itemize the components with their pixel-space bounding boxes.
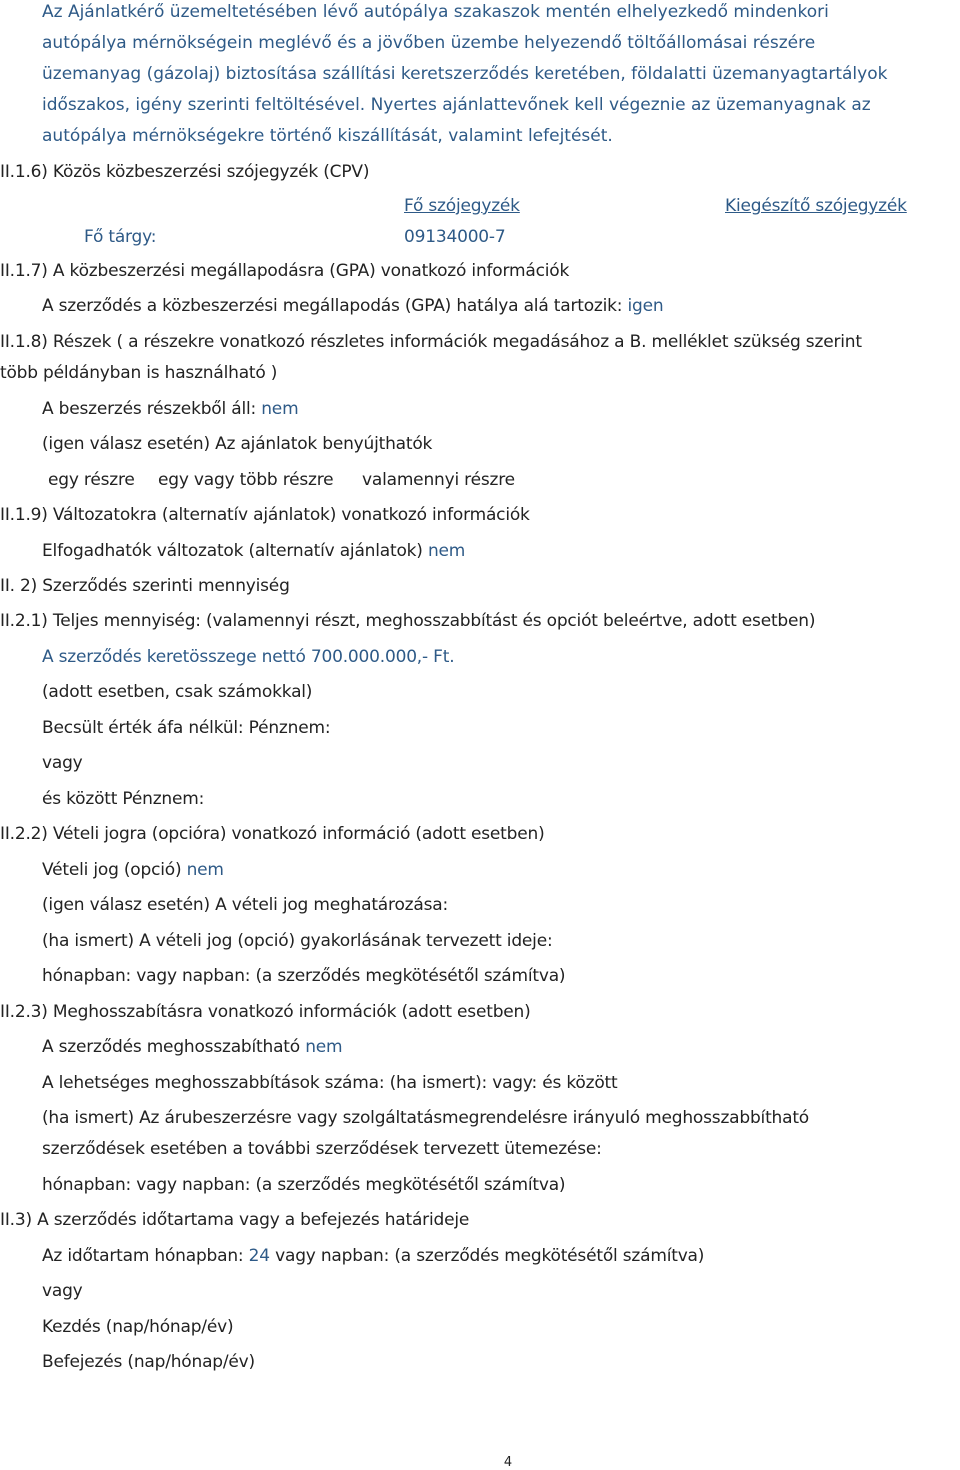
gpa-value: igen [627, 296, 664, 316]
parts-option-one-or-more: egy vagy több részre [158, 470, 334, 490]
quantity-heading: II. 2) Szerződés szerinti mennyiség [0, 576, 290, 596]
variants-value: nem [427, 541, 466, 561]
parts-heading-line-1: II.1.8) Részek ( a részekre vonatkozó részletes információk megadásához a B. melléklet szükség szerint [0, 332, 862, 352]
quantity-or: vagy [42, 753, 83, 773]
intro-line-5: autópálya mérnökségekre történő kiszállítását, valamint lefejtését. [42, 126, 613, 146]
duration-end: Befejezés (nap/hónap/év) [42, 1352, 255, 1372]
cpv-heading: II.1.6) Közös közbeszerzési szójegyzék (CPV) [0, 162, 370, 182]
extension-count: A lehetséges meghosszabbítások száma: (ha ismert): vagy: és között [42, 1073, 618, 1093]
extension-months: hónapban: vagy napban: (a szerződés megkötésétől számítva) [42, 1175, 566, 1195]
extension-text: A szerződés meghosszabítható [42, 1037, 306, 1057]
quantity-between: és között Pénznem: [42, 789, 205, 809]
option-value: nem [186, 860, 224, 880]
variants-statement [42, 539, 465, 563]
duration-start: Kezdés (nap/hónap/év) [42, 1317, 234, 1337]
parts-option-one: egy részre [48, 470, 135, 490]
option-months: hónapban: vagy napban: (a szerződés megkötésétől számítva) [42, 966, 566, 986]
extension-schedule-line-1: (ha ismert) Az árubeszerzésre vagy szolgáltatásmegrendelésre irányuló meghosszabbítható [42, 1108, 810, 1128]
intro-line-1: Az Ajánlatkérő üzemeltetésében lévő autópálya szakaszok mentén elhelyezkedő mindenkori [42, 2, 829, 22]
cpv-main-object-code: 09134000-7 [404, 227, 506, 247]
gpa-heading: II.1.7) A közbeszerzési megállapodásra (GPA) vonatkozó információk [0, 261, 570, 281]
gpa-text: A szerződés a közbeszerzési megállapodás (GPA) hatálya alá tartozik: [42, 296, 628, 316]
option-if-yes: (igen válasz esetén) A vételi jog meghatározása: [42, 895, 448, 915]
parts-if-yes: (igen válasz esetén) Az ajánlatok benyújthatók [42, 434, 433, 454]
parts-text: A beszerzés részekből áll: [42, 399, 262, 419]
intro-line-2: autópálya mérnökségein meglévő és a jövőben üzembe helyezendő töltőállomásai részére [42, 33, 816, 53]
variants-text: Elfogadhatók változatok (alternatív ajánlatok) [42, 541, 428, 561]
estimated-value: Becsült érték áfa nélkül: Pénznem: [42, 718, 331, 738]
duration-heading: II.3) A szerződés időtartama vagy a befejezés határideje [0, 1210, 470, 1230]
cpv-main-object-label: Fő tárgy: [84, 227, 157, 247]
intro-line-4: időszakos, igény szerinti feltöltésével. Nyertes ajánlattevőnek kell végeznie az üzemanyagnak az [42, 95, 871, 115]
total-quantity-value: A szerződés keretösszege nettó 700.000.000,- Ft. [42, 647, 455, 667]
duration-months-value: 24 [248, 1246, 270, 1266]
numbers-only-note: (adott esetben, csak számokkal) [42, 682, 313, 702]
extension-statement [42, 1035, 342, 1059]
parts-value: nem [261, 399, 299, 419]
parts-option-all: valamennyi részre [362, 470, 515, 490]
extension-schedule-line-2: szerződések esetében a további szerződések tervezett ütemezése: [42, 1139, 602, 1159]
extension-heading: II.2.3) Meghosszabításra vonatkozó információk (adott esetben) [0, 1002, 531, 1022]
option-planned-time: (ha ismert) A vételi jog (opció) gyakorlásának tervezett ideje: [42, 931, 553, 951]
variants-heading: II.1.9) Változatokra (alternatív ajánlatok) vonatkozó információk [0, 505, 530, 525]
cpv-supplementary-vocabulary-header: Kiegészítő szójegyzék [725, 196, 907, 216]
duration-statement [42, 1244, 704, 1268]
option-statement [42, 858, 224, 882]
parts-statement [42, 397, 298, 421]
cpv-main-vocabulary-header: Fő szójegyzék [404, 196, 520, 216]
total-quantity-heading: II.2.1) Teljes mennyiség: (valamennyi részt, meghosszabbítást és opciót beleértve, adott esetben) [0, 611, 816, 631]
option-heading: II.2.2) Vételi jogra (opcióra) vonatkozó információ (adott esetben) [0, 824, 545, 844]
option-text: Vételi jog (opció) [42, 860, 187, 880]
gpa-statement [42, 294, 663, 318]
page-number: 4 [503, 1455, 513, 1470]
duration-text-after: vagy napban: (a szerződés megkötésétől számítva) [269, 1246, 705, 1266]
intro-line-3: üzemanyag (gázolaj) biztosítása szállítási keretszerződés keretében, földalatti üzemanyagtartályok [42, 64, 888, 84]
duration-or: vagy [42, 1281, 83, 1301]
extension-value: nem [305, 1037, 343, 1057]
parts-heading-line-2: több példányban is használható ) [0, 363, 278, 383]
duration-text-before: Az időtartam hónapban: [42, 1246, 249, 1266]
